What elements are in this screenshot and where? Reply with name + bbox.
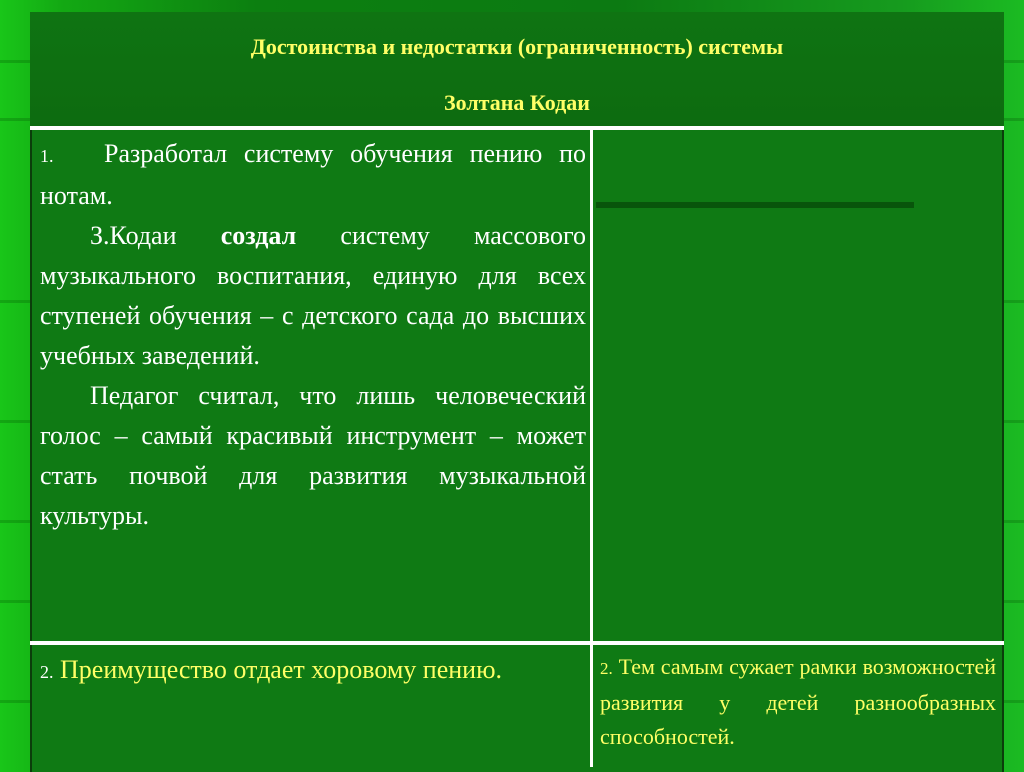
table-header — [30, 12, 1004, 128]
item1-text: Разработал систему обучения пению по нотам. — [40, 139, 587, 210]
advantages-cell-row-2 — [40, 650, 586, 692]
item-number: 2. — [40, 662, 54, 682]
para2-bold: создал — [220, 221, 297, 250]
header-title-line-2: Золтана Кодаи — [444, 90, 590, 115]
para2-after: систему массового музыкального воспитания, единую для всех ступеней обучения – с детского сада до высших учебных заведений. — [40, 221, 586, 370]
advantages-cell-row-1 — [40, 134, 586, 536]
row-divider — [30, 641, 1004, 645]
limitations-cell-row-2 — [600, 650, 996, 754]
para3-text: Педагог считал, что лишь человеческий голос – самый красивый инструмент – может стать почвой для развития музыкальной культуры. — [40, 381, 586, 530]
right-cell-shade — [596, 202, 914, 208]
header-divider — [30, 126, 1004, 130]
item-number: 1. — [40, 146, 54, 166]
item2-text: Преимущество отдает хоровому пению. — [60, 655, 503, 684]
para2-before: З.Кодаи — [90, 221, 221, 250]
header-title-line-1: Достоинства и недостатки (ограниченность) системы — [250, 34, 784, 59]
column-divider — [590, 126, 593, 767]
item-number: 2. — [600, 659, 613, 678]
limitation-text: Тем самым сужает рамки возможностей развития у детей разнообразных способностей. — [600, 654, 996, 749]
